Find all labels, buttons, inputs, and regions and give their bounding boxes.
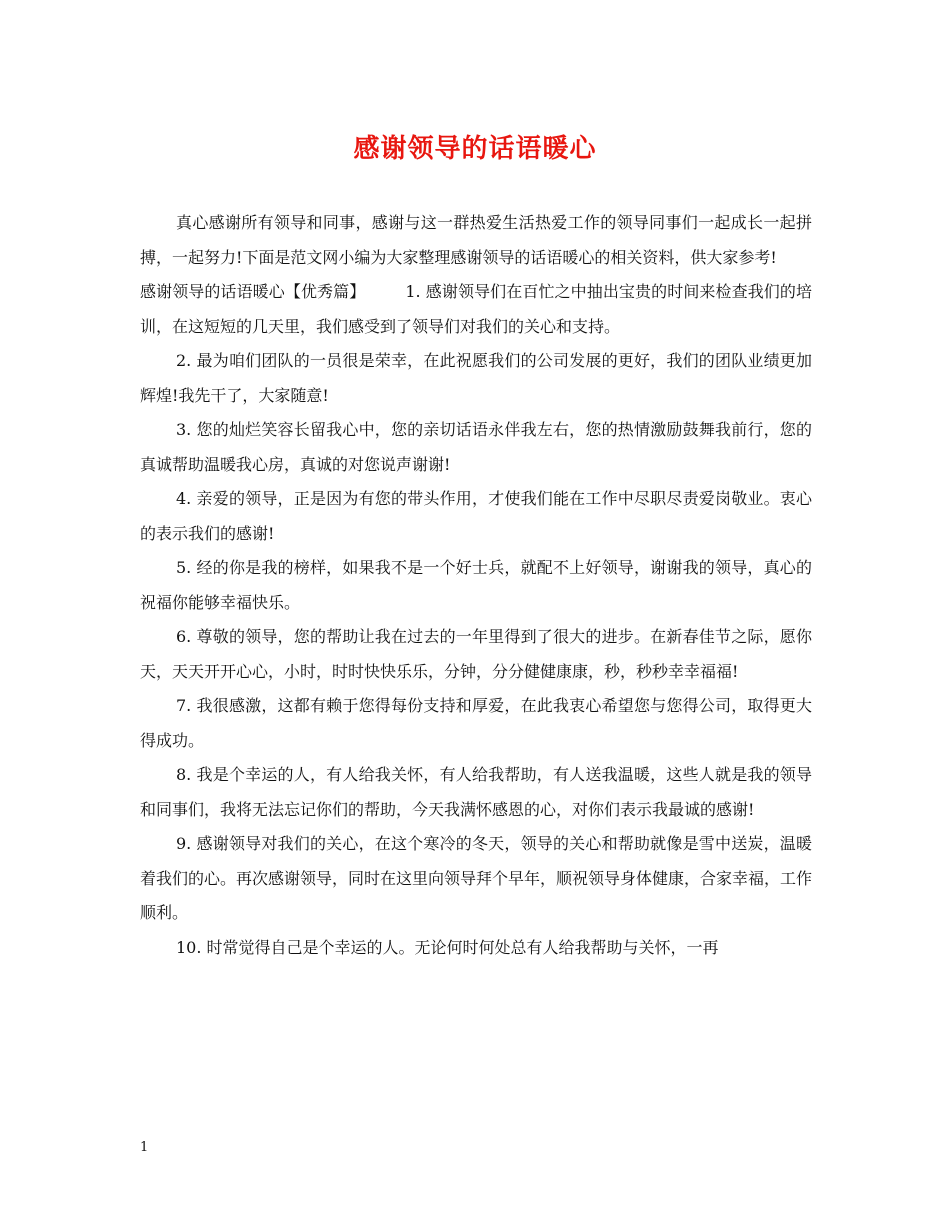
page-number: 1 (140, 1140, 149, 1155)
section-heading: 感谢领导的话语暖心【优秀篇】 (140, 282, 366, 301)
intro-paragraph: 真心感谢所有领导和同事，感谢与这一群热爱生活热爱工作的领导同事们一起成长一起拼搏，一起努力!下面是范文网小编为大家整理感谢领导的话语暖心的相关资料，供大家参考! (140, 213, 812, 267)
list-item-9: 9. 感谢领导对我们的关心，在这个寒冷的冬天，领导的关心和帮助就像是雪中送炭，温暖着我们的心。再次感谢领导，同时在这里向领导拜个早年，顺祝领导身体健康，合家幸福，工作顺利。 (140, 834, 813, 922)
list-item-10: 10. 时常觉得自己是个幸运的人。无论何时何处总有人给我帮助与关怀，一再 (176, 937, 719, 957)
list-item-6: 6. 尊敬的领导，您的帮助让我在过去的一年里得到了很大的进步。在新春佳节之际，愿你天，天天开开心心，小时，时时快快乐乐，分钟，分分健健康康，秒，秒秒幸幸福福! (140, 627, 812, 681)
list-item-8: 8. 我是个幸运的人，有人给我关怀，有人给我帮助，有人送我温暖，这些人就是我的领导和同事们，我将无法忘记你们的帮助，今天我满怀感恩的心，对你们表示我最诚的感谢! (140, 765, 812, 819)
list-item-7: 7. 我很感激，这都有赖于您得每份支持和厚爱，在此我衷心希望您与您得公司，取得更大得成功。 (140, 696, 812, 750)
list-item-4: 4. 亲爱的领导，正是因为有您的带头作用，才使我们能在工作中尽职尽责爱岗敬业。衷心的表示我们的感谢! (140, 489, 812, 543)
document-body (140, 206, 812, 965)
list-item-2: 2. 最为咱们团队的一员很是荣幸，在此祝愿我们的公司发展的更好，我们的团队业绩更加辉煌!我先干了，大家随意! (140, 351, 812, 405)
document-title: 感谢领导的话语暖心 (353, 134, 597, 164)
list-item-5: 5. 经的你是我的榜样，如果我不是一个好士兵，就配不上好领导，谢谢我的领导，真心的祝福你能够幸福快乐。 (140, 558, 812, 612)
list-item-1: 1. 感谢领导们在百忙之中抽出宝贵的时间来检查我们的培训，在这短短的几天里，我们感受到了领导们对我们的关心和支持。 (140, 282, 812, 336)
list-item-3: 3. 您的灿烂笑容长留我心中，您的亲切话语永伴我左右，您的热情激励鼓舞我前行，您的真诚帮助温暖我心房，真诚的对您说声谢谢! (140, 420, 812, 474)
section-heading-line (140, 275, 812, 344)
